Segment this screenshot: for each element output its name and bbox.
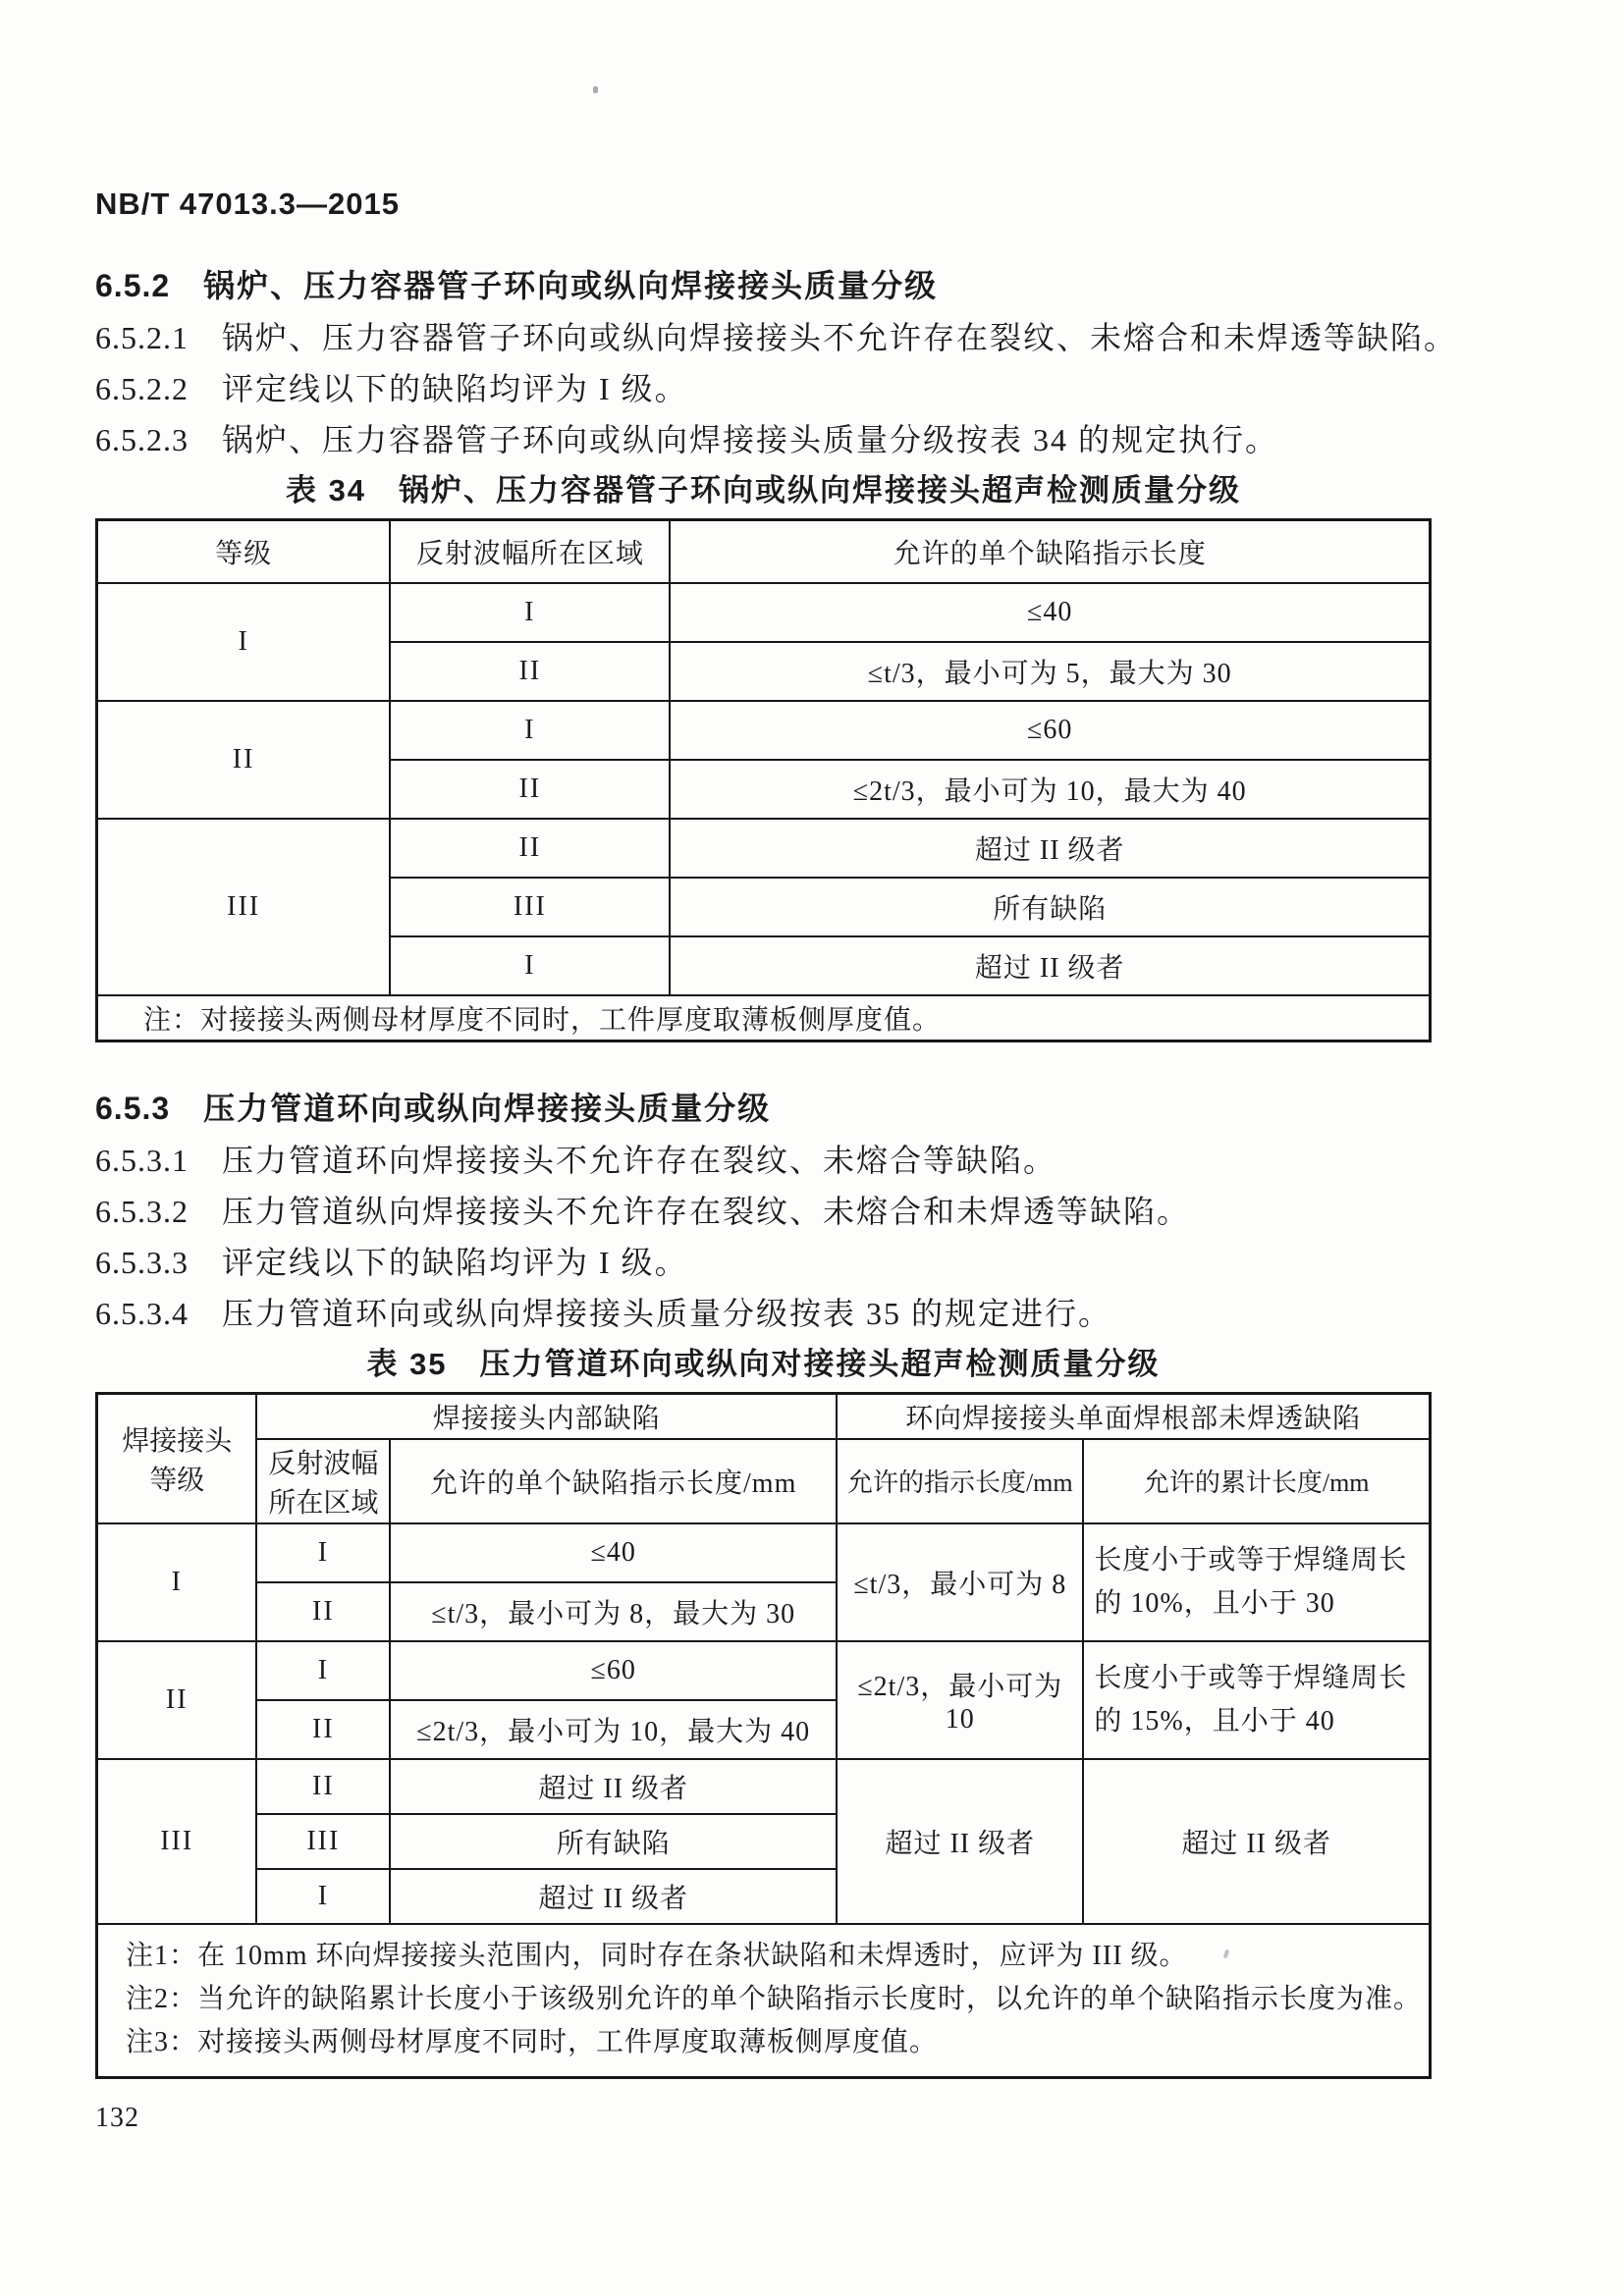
grade-cell: I xyxy=(97,583,391,701)
region-cell: II xyxy=(256,1700,390,1759)
clause-heading-6-5-2 xyxy=(95,259,1531,312)
clause-text: 压力管道纵向焊接接头不允许存在裂纹、未熔合和未焊透等缺陷。 xyxy=(222,1193,1191,1229)
table-35-title: 表 35 压力管道环向或纵向对接接头超声检测质量分级 xyxy=(366,1346,1161,1381)
clause-text: 压力管道环向或纵向焊接接头质量分级按表 35 的规定进行。 xyxy=(222,1295,1112,1331)
table-row xyxy=(97,583,1431,642)
grade-cell: III xyxy=(97,819,391,995)
clause-6-5-3-4 xyxy=(95,1288,1531,1339)
clause-number: 6.5.2.1 xyxy=(95,320,189,355)
clause-heading-6-5-3 xyxy=(95,1082,1531,1135)
clause-text: 评定线以下的缺陷均评为 I 级。 xyxy=(222,371,688,406)
region-cell: II xyxy=(256,1582,390,1641)
indication-cell: ≤t/3，最小可为 8 xyxy=(837,1523,1083,1641)
clause-number: 6.5.3.4 xyxy=(95,1295,189,1331)
clause-number: 6.5.3.3 xyxy=(95,1244,189,1280)
clause-number: 6.5.3 xyxy=(95,1090,171,1126)
table-35-note-2: 注2：当允许的缺陷累计长度小于该级别允许的单个缺陷指示长度时，以允许的单个缺陷指示长度为准。 xyxy=(126,1983,1423,2014)
clause-6-5-3-2 xyxy=(95,1186,1531,1237)
clause-6-5-2-2 xyxy=(95,363,1531,414)
cumulative-cell: 超过 II 级者 xyxy=(1083,1759,1430,1924)
value-cell: ≤t/3，最小可为 8，最大为 30 xyxy=(390,1582,837,1641)
group-header-internal-defects: 焊接接头内部缺陷 xyxy=(256,1393,837,1439)
clause-text: 评定线以下的缺陷均评为 I 级。 xyxy=(222,1244,688,1280)
col-header-region: 反射波幅所在区域 xyxy=(256,1439,390,1523)
value-cell: 超过 II 级者 xyxy=(670,936,1430,995)
grade-cell: II xyxy=(97,1641,257,1759)
col-header-cumulative-length: 允许的累计长度/mm xyxy=(1083,1439,1430,1523)
col-header-grade: 等级 xyxy=(97,520,391,583)
region-cell: III xyxy=(256,1814,390,1869)
table-35-sub-header-row xyxy=(97,1439,1431,1523)
region-cell: II xyxy=(390,760,670,819)
table-notes-row xyxy=(97,1924,1431,2078)
clause-text: 锅炉、压力容器管子环向或纵向焊接接头质量分级 xyxy=(203,268,939,303)
region-cell: I xyxy=(390,936,670,995)
clause-number: 6.5.3.1 xyxy=(95,1142,189,1178)
page-number: 132 xyxy=(95,2103,139,2133)
col-header-region: 反射波幅所在区域 xyxy=(390,520,670,583)
clause-6-5-3-1 xyxy=(95,1135,1531,1186)
clause-6-5-3-3 xyxy=(95,1237,1531,1288)
region-cell: I xyxy=(390,701,670,760)
region-cell: III xyxy=(390,878,670,936)
table-row xyxy=(97,1523,1431,1582)
table-35-note-3: 注3：对接接头两侧母材厚度不同时，工件厚度取薄板侧厚度值。 xyxy=(126,2026,939,2057)
clause-text: 压力管道环向焊接接头不允许存在裂纹、未熔合等缺陷。 xyxy=(222,1142,1057,1178)
clause-number: 6.5.2.3 xyxy=(95,422,189,457)
region-cell: I xyxy=(256,1523,390,1582)
table-35-note-1: 注1：在 10mm 环向焊接接头范围内，同时存在条状缺陷和未焊透时，应评为 III 级。 xyxy=(126,1940,1188,1971)
value-cell: ≤2t/3，最小可为 10，最大为 40 xyxy=(670,760,1430,819)
col-header-single-length: 允许的单个缺陷指示长度/mm xyxy=(390,1439,837,1523)
region-cell: II xyxy=(390,819,670,878)
value-cell: 超过 II 级者 xyxy=(390,1869,837,1924)
cumulative-cell: 长度小于或等于焊缝周长的 10%，且小于 30 xyxy=(1083,1523,1430,1641)
grade-cell: III xyxy=(97,1759,257,1924)
region-cell: I xyxy=(390,583,670,642)
clause-number: 6.5.2 xyxy=(95,268,171,303)
clause-text: 锅炉、压力容器管子环向或纵向焊接接头不允许存在裂纹、未熔合和未焊透等缺陷。 xyxy=(222,320,1458,355)
region-cell: I xyxy=(256,1869,390,1924)
col-header-indication-length: 允许的指示长度/mm xyxy=(837,1439,1083,1523)
clause-number: 6.5.3.2 xyxy=(95,1193,189,1229)
clause-6-5-2-1 xyxy=(95,312,1531,363)
clause-6-5-2-3 xyxy=(95,414,1531,465)
value-cell: ≤40 xyxy=(390,1523,837,1582)
scan-artifact xyxy=(593,86,598,93)
table-34-header-row xyxy=(97,520,1431,583)
table-34-note: 注：对接接头两侧母材厚度不同时，工件厚度取薄板侧厚度值。 xyxy=(97,995,1431,1041)
indication-cell: 超过 II 级者 xyxy=(837,1759,1083,1924)
value-cell: 超过 II 级者 xyxy=(670,819,1430,878)
value-cell: ≤40 xyxy=(670,583,1430,642)
value-cell: 所有缺陷 xyxy=(390,1814,837,1869)
value-cell: ≤t/3，最小可为 5，最大为 30 xyxy=(670,642,1430,701)
indication-cell: ≤2t/3，最小可为 10 xyxy=(837,1641,1083,1759)
grade-cell: I xyxy=(97,1523,257,1641)
value-cell: ≤60 xyxy=(390,1641,837,1700)
group-header-root-defects: 环向焊接接头单面焊根部未焊透缺陷 xyxy=(837,1393,1430,1439)
region-cell: I xyxy=(256,1641,390,1700)
table-row xyxy=(97,1641,1431,1700)
clause-number: 6.5.2.2 xyxy=(95,371,189,406)
region-cell: II xyxy=(390,642,670,701)
value-cell: ≤60 xyxy=(670,701,1430,760)
table-35-group-header-row xyxy=(97,1393,1431,1439)
clause-text: 锅炉、压力容器管子环向或纵向焊接接头质量分级按表 34 的规定执行。 xyxy=(222,422,1279,457)
table-row xyxy=(97,819,1431,878)
table-35 xyxy=(95,1392,1432,2079)
standard-number: NB/T 47013.3—2015 xyxy=(95,187,400,221)
table-row xyxy=(97,1759,1431,1814)
table-34-title: 表 34 锅炉、压力容器管子环向或纵向焊接接头超声检测质量分级 xyxy=(285,473,1242,507)
col-header-joint-grade: 焊接接头等级 xyxy=(97,1393,257,1523)
table-35-notes xyxy=(97,1924,1431,2078)
grade-cell: II xyxy=(97,701,391,819)
clause-text: 压力管道环向或纵向焊接接头质量分级 xyxy=(203,1090,772,1126)
value-cell: 所有缺陷 xyxy=(670,878,1430,936)
col-header-length: 允许的单个缺陷指示长度 xyxy=(670,520,1430,583)
cumulative-cell: 长度小于或等于焊缝周长的 15%，且小于 40 xyxy=(1083,1641,1430,1759)
table-34 xyxy=(95,518,1432,1042)
table-note-row xyxy=(97,995,1431,1041)
value-cell: 超过 II 级者 xyxy=(390,1759,837,1814)
value-cell: ≤2t/3，最小可为 10，最大为 40 xyxy=(390,1700,837,1759)
region-cell: II xyxy=(256,1759,390,1814)
table-row xyxy=(97,701,1431,760)
